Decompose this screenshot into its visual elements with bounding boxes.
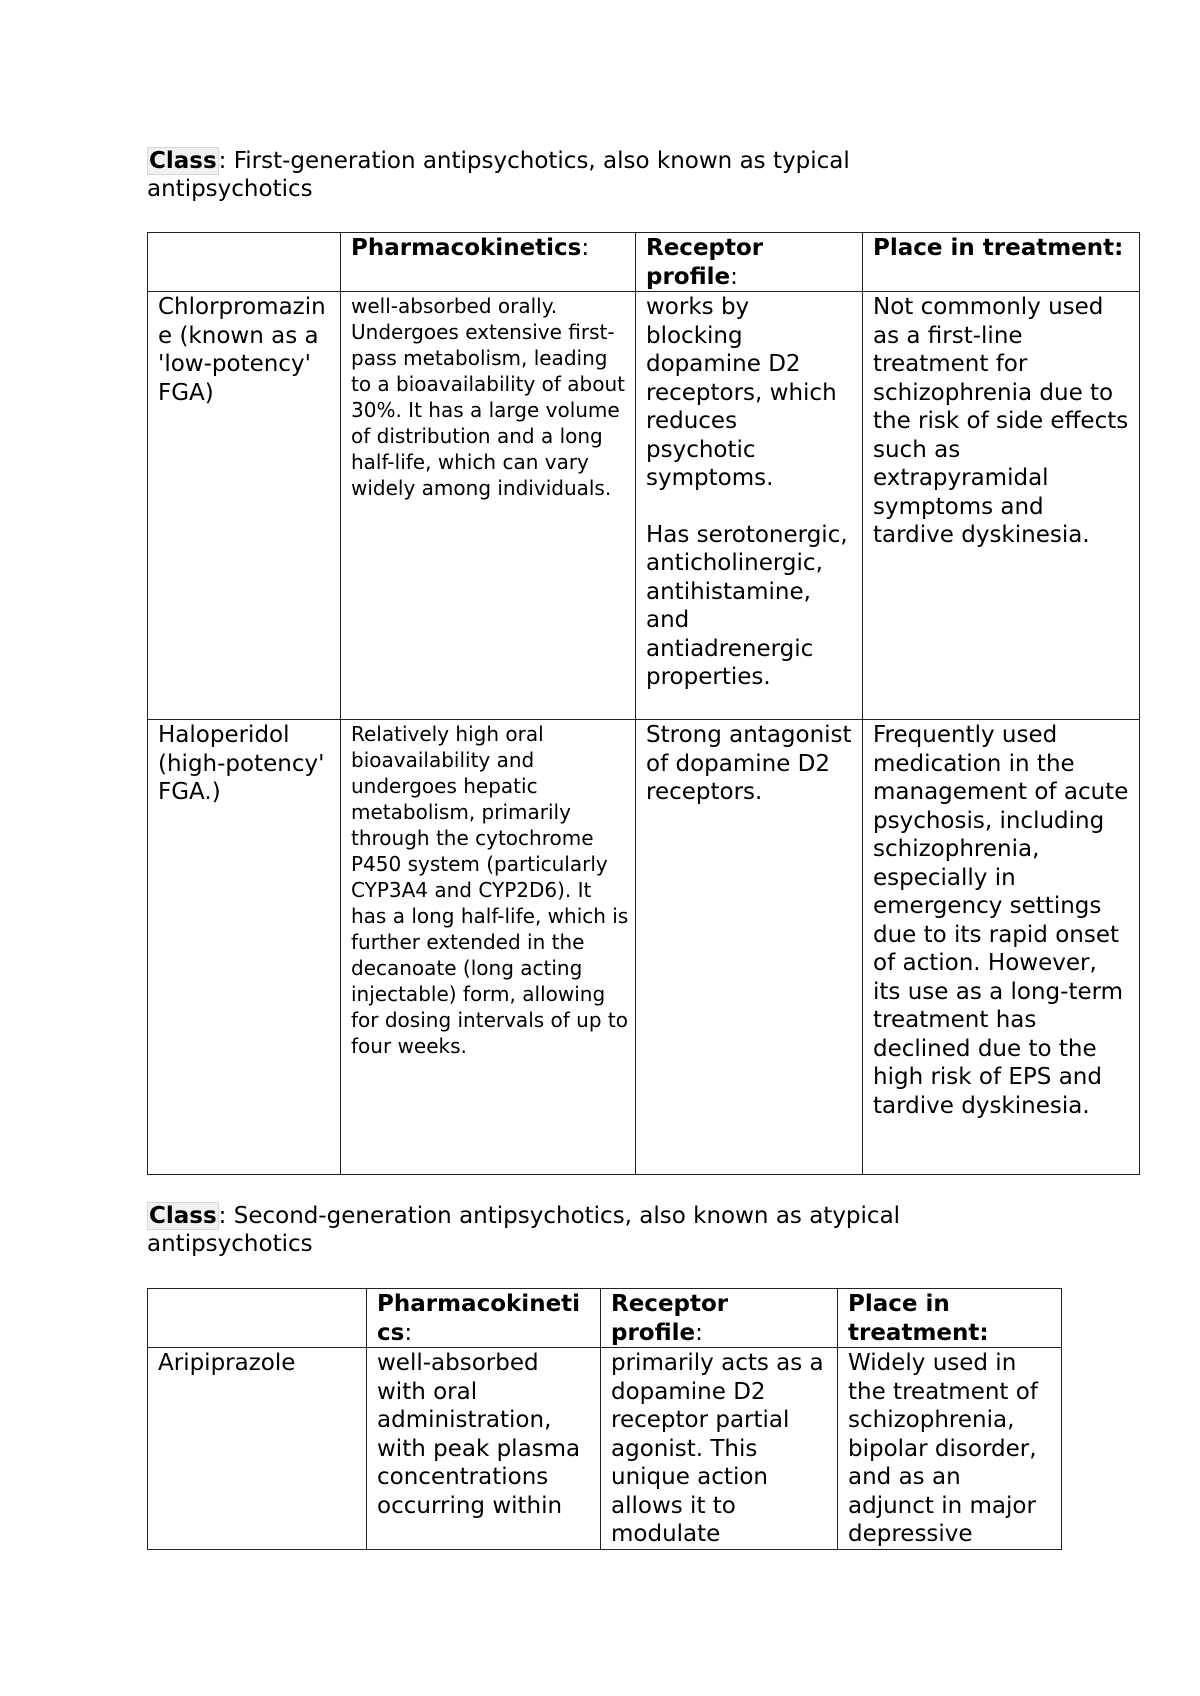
drug-name-cell: Chlorpromazine (known as a 'low-potency' FGA) — [148, 292, 341, 720]
fga-header-row — [148, 233, 1140, 292]
place-cell: Frequently used medication in the management of acute psychosis, including schizophrenia, especially in emergency settings due to its rapid onset of action. However, its use as a long-term treatment has declined due to the high risk of EPS and tardive dyskinesia. — [863, 720, 1140, 1175]
table-row — [148, 720, 1140, 1175]
sga-header-row — [148, 1289, 1062, 1348]
drug-name-cell: Aripiprazole — [148, 1348, 367, 1550]
pharmacokinetics-cell: Relatively high oral bioavailability and undergoes hepatic metabolism, primarily through the cytochrome P450 system (particularly CYP3A4 and CYP2D6). It has a long half-life, which is further extended in the decanoate (long acting injectable) form, allowing for dosing intervals of up to four weeks. — [341, 720, 636, 1175]
receptor-cell — [636, 292, 863, 720]
section2-class-label: Class — [149, 1203, 217, 1229]
section2-class-heading — [147, 1202, 947, 1258]
fga-table — [147, 232, 1140, 1175]
section1-class-label: Class — [149, 148, 217, 174]
section1-class-heading — [147, 147, 947, 203]
pharmacokinetics-cell: well-absorbed orally. Undergoes extensive first-pass metabolism, leading to a bioavailability of about 30%. It has a large volume of distribution and a long half-life, which can vary widely among individuals. — [341, 292, 636, 720]
place-cell: Widely used in the treatment of schizophrenia, bipolar disorder, and as an adjunct in major depressive — [838, 1348, 1062, 1550]
fga-header-receptor: Receptor profile: — [636, 233, 863, 292]
receptor-paragraph: works by blocking dopamine D2 receptors, which reduces psychotic symptoms. — [646, 294, 837, 491]
sga-table — [147, 1288, 1062, 1550]
fga-header-pharmacokinetics: Pharmacokinetics: — [341, 233, 636, 292]
fga-header-empty — [148, 233, 341, 292]
place-cell: Not commonly used as a first-line treatment for schizophrenia due to the risk of side effects such as extrapyramidal symptoms and tardive dyskinesia. — [863, 292, 1140, 720]
table-row — [148, 292, 1140, 720]
drug-name-cell: Haloperidol (high-potency' FGA.) — [148, 720, 341, 1175]
section2-class-text: : Second-generation antipsychotics, also known as atypical antipsychotics — [147, 1203, 901, 1257]
pharmacokinetics-cell: well-absorbed with oral administration, with peak plasma concentrations occurring within — [367, 1348, 601, 1550]
sga-header-pharmacokinetics: Pharmacokinetics: — [367, 1289, 601, 1348]
sga-header-empty — [148, 1289, 367, 1348]
sga-header-receptor: Receptor profile: — [601, 1289, 838, 1348]
table-row — [148, 1348, 1062, 1550]
section1-class-text: : First-generation antipsychotics, also known as typical antipsychotics — [147, 148, 850, 202]
receptor-cell: Strong antagonist of dopamine D2 receptors. — [636, 720, 863, 1175]
receptor-cell: primarily acts as a dopamine D2 receptor partial agonist. This unique action allows it to modulate — [601, 1348, 838, 1550]
sga-header-place: Place in treatment: — [838, 1289, 1062, 1348]
fga-header-place: Place in treatment: — [863, 233, 1140, 292]
receptor-paragraph: Has serotonergic, anticholinergic, antihistamine, and antiadrenergic properties. — [646, 521, 848, 690]
